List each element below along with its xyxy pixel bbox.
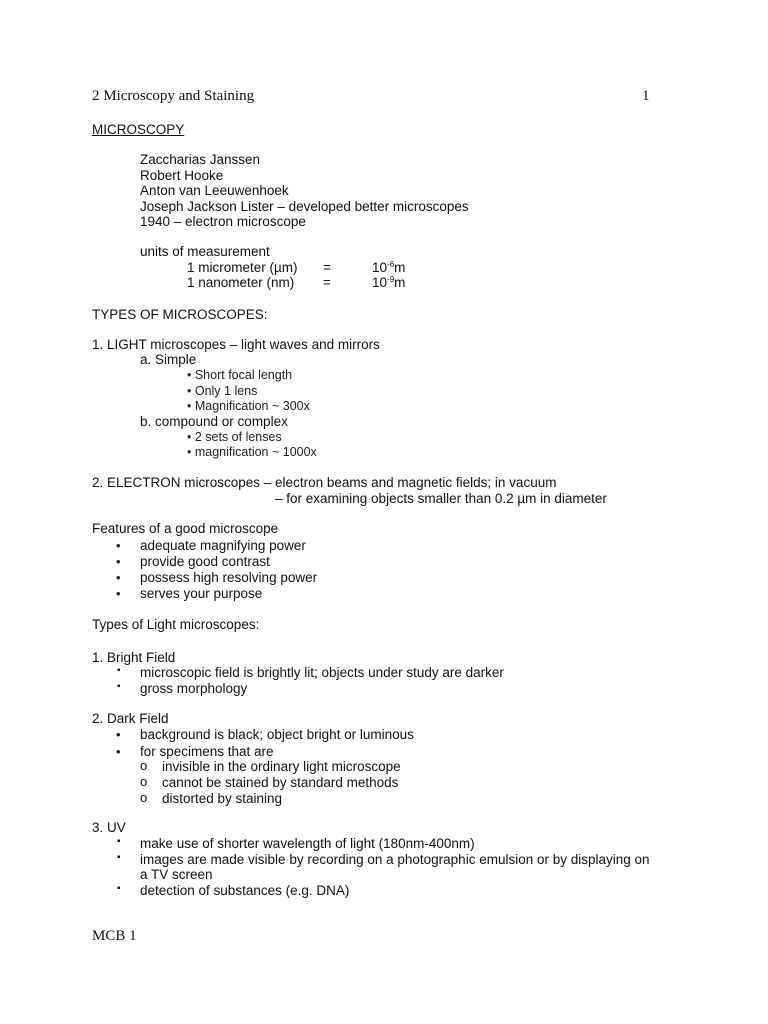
features-heading: Features of a good microscope [92,521,279,536]
dark-field-title: 2. Dark Field [92,711,169,726]
unit-value: $10^{-6}m$ [372,260,406,275]
list-item: serves your purpose [140,586,263,601]
bullet-icon: • [116,586,121,601]
list-item: • magnification ~ 1000x [187,445,317,459]
unit-value: $10^{-9}m$ [372,275,406,290]
unit-equals: = [323,275,331,290]
circle-bullet-icon: o [140,790,148,805]
list-item: Zaccharias Janssen [140,152,261,167]
section-heading-microscopy: MICROSCOPY [92,122,185,137]
unit-equals: = [323,260,331,275]
bullet-icon: • [116,744,121,759]
bullet-icon: ▪ [117,836,121,847]
list-item: Joseph Jackson Lister – developed better microscopes [140,199,469,214]
circle-bullet-icon: o [140,758,148,773]
light-microscopes-title: 1. LIGHT microscopes – light waves and mirrors [92,337,380,352]
bullet-icon: ▪ [117,681,121,692]
list-item: • Magnification ~ 300x [187,399,310,413]
section-heading-types: TYPES OF MICROSCOPES: [92,307,268,322]
list-item: invisible in the ordinary light microscope [162,759,401,774]
simple-label: a. Simple [140,352,197,367]
bullet-icon: ▪ [117,665,121,676]
list-item: • 2 sets of lenses [187,430,282,444]
electron-microscopes-title: 2. ELECTRON microscopes – electron beams and magnetic fields; in vacuum [92,475,557,490]
compound-label: b. compound or complex [140,414,288,429]
page-footer: MCB 1 [92,928,137,944]
list-item: detection of substances (e.g. DNA) [140,883,350,898]
list-item: 1940 – electron microscope [140,214,306,229]
uv-title: 3. UV [92,820,126,835]
bullet-icon: • [116,538,121,553]
list-item: cannot be stained by standard methods [162,775,399,790]
page-header-title: 2 Microscopy and Staining [92,88,255,104]
electron-microscopes-detail: – for examining objects smaller than 0.2 µm in diameter [275,491,607,506]
list-item: Robert Hooke [140,168,224,183]
bullet-icon: • [116,554,121,569]
page-number: 1 [642,88,650,104]
units-label: units of measurement [140,244,270,259]
list-item: images are made visible by recording on a photographic emulsion or by displaying on [140,852,650,867]
list-item: for specimens that are [140,744,274,759]
bullet-icon: • [116,570,121,585]
list-item: Anton van Leeuwenhoek [140,183,289,198]
bullet-icon: ▪ [117,883,121,894]
list-item: adequate magnifying power [140,538,306,553]
list-item: microscopic field is brightly lit; objects under study are darker [140,665,504,680]
list-item: gross morphology [140,681,248,696]
list-item: background is black; object bright or luminous [140,727,414,742]
unit-name: 1 micrometer (µm) [187,260,298,275]
list-item: possess high resolving power [140,570,318,585]
list-item: distorted by staining [162,791,283,806]
list-item: • Only 1 lens [187,384,258,398]
list-item: provide good contrast [140,554,270,569]
bright-field-title: 1. Bright Field [92,650,176,665]
circle-bullet-icon: o [140,774,148,789]
bullet-icon: ▪ [117,852,121,863]
list-item: make use of shorter wavelength of light (180nm-400nm) [140,836,475,851]
light-types-heading: Types of Light microscopes: [92,617,260,632]
list-item: • Short focal length [187,368,293,382]
unit-name: 1 nanometer (nm) [187,275,295,290]
bullet-icon: • [116,727,121,742]
list-item-continuation: a TV screen [140,867,213,882]
